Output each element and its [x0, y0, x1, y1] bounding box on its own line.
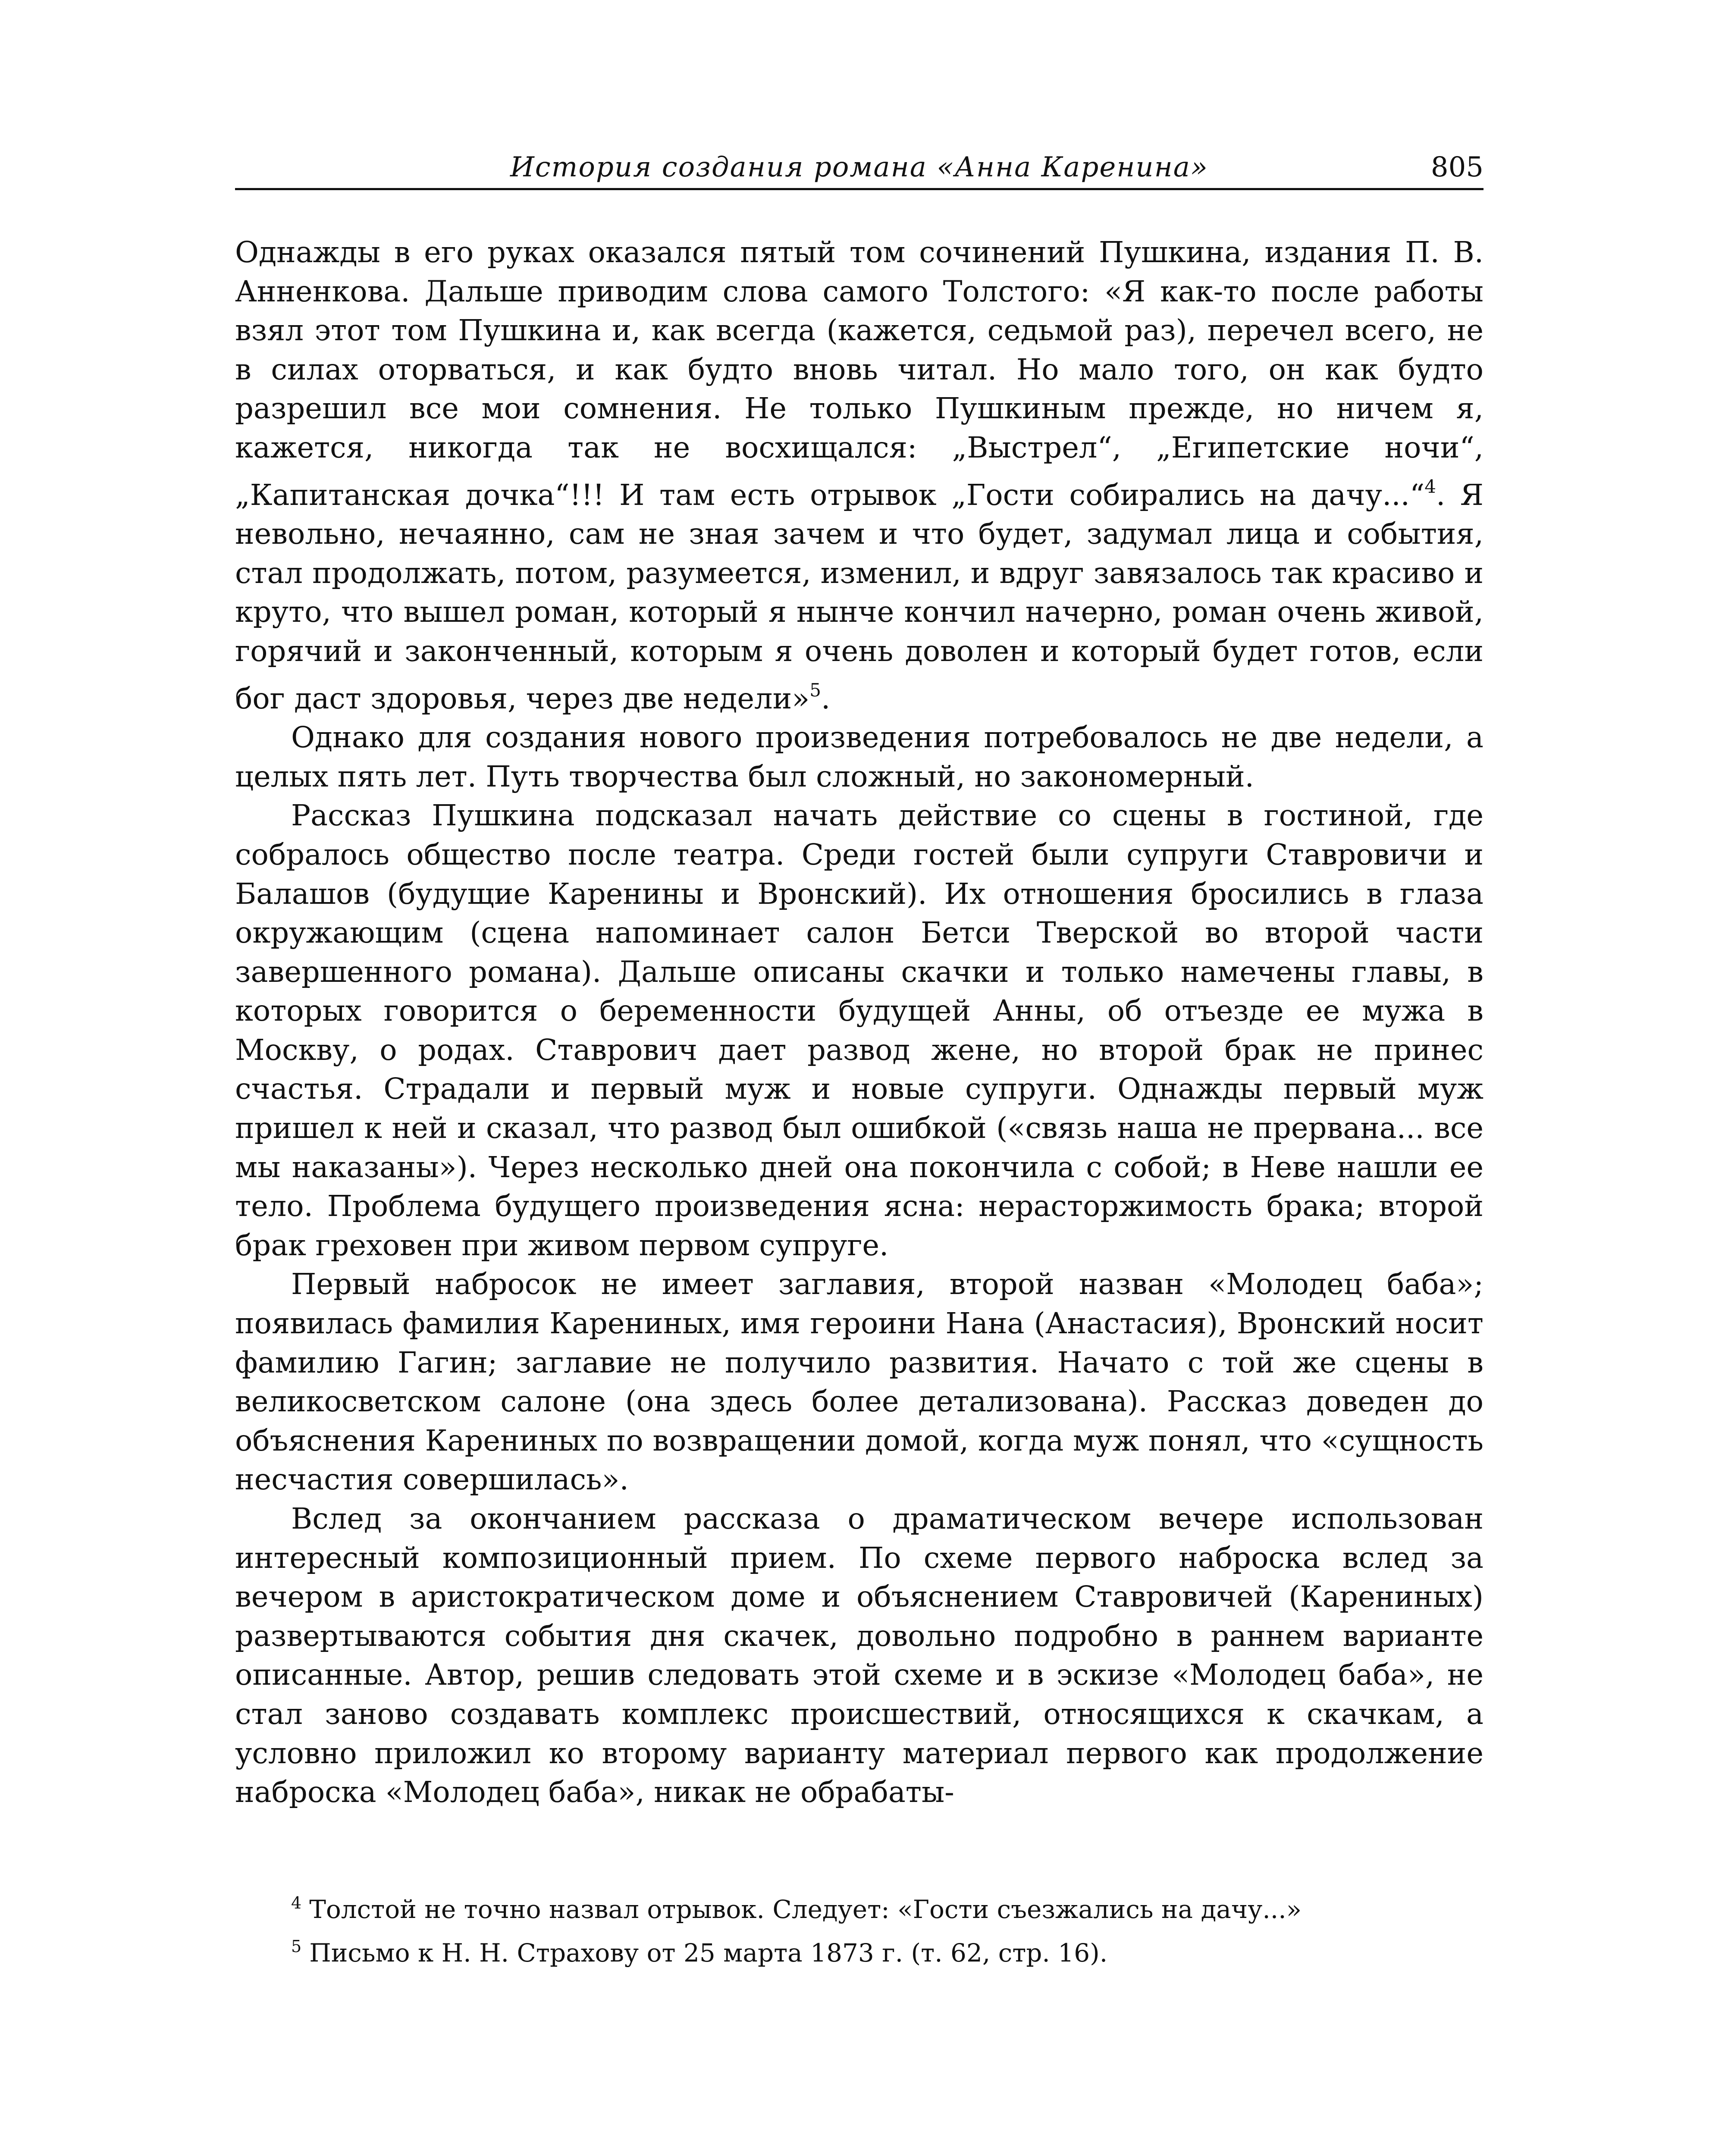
paragraph-2: Однако для создания нового произведения потребовалось не две недели, а целых пять лет. Путь творчества был сложный, но закономерный. [235, 721, 1484, 793]
footnote-4 [235, 1884, 1484, 1928]
footnote-ref-4: 4 [1424, 476, 1436, 497]
main-text [235, 233, 1484, 1812]
footnote-mark: 4 [291, 1893, 302, 1912]
footnote-text: Письмо к Н. Н. Страхову от 25 марта 1873 г. (т. 62, стр. 16). [309, 1938, 1108, 1968]
footnote-mark: 5 [291, 1937, 302, 1956]
paragraph-5: Вслед за окончанием рассказа о драматическом вечере использован интересный композиционный прием. По схеме первого наброска вслед за вечером в аристократическом доме и объяснением Ставровичей (Карениных) развертываются события дня скачек, довольно подробно в раннем варианте описанные. Автор, решив следовать этой схеме и в эскизе «Молодец баба», не стал заново создавать комплекс происшествий, относящихся к скачкам, а условно приложил ко второму варианту материал первого как продолжение наброска «Молодец баба», никак не обрабаты- [235, 1502, 1484, 1809]
paragraph-1-end: . [821, 681, 831, 715]
footnote-5 [235, 1928, 1484, 1971]
paragraph-1 [235, 233, 1484, 718]
paragraph-3: Рассказ Пушкина подсказал начать действие со сцены в гостиной, где собралось общество после театра. Среди гостей были супруги Ставровичи и Балашов (будущие Каренины и Вронский). Их отношения бросились в глаза окружающим (сцена напоминает салон Бетси Тверской во второй части завершенного романа). Дальше описаны скачки и только намечены главы, в которых говорится о беременности будущей Анны, об отъезде ее мужа в Москву, о родах. Ставрович дает развод жене, но второй брак не принес счастья. Страдали и первый муж и новые супруги. Однажды первый муж пришел к ней и сказал, что развод был ошибкой («связь наша не прервана... все мы наказаны»). Через несколько дней она покончила с собой; в Неве нашли ее тело. Проблема будущего произведения ясна: нерасторжимость брака; второй брак греховен при живом первом супруге. [235, 799, 1484, 1262]
footnote-ref-5: 5 [809, 679, 821, 701]
running-title: История создания романа «Анна Каренина» [510, 151, 1209, 183]
footnote-text: Толстой не точно назвал отрывок. Следует: «Гости съезжались на дачу...» [309, 1895, 1302, 1924]
paragraph-4: Первый набросок не имеет заглавия, второй назван «Молодец баба»; появилась фамилия Карениных, имя героини Нана (Анастасия), Вронский носит фамилию Гагин; заглавие не получило развития. Начато с той же сцены в великосветском салоне (она здесь более детализована). Рассказ доведен до объяснения Карениных по возвращении домой, когда муж понял, что «сущность несчастия совершилась». [235, 1267, 1484, 1497]
footnotes [235, 1884, 1484, 1971]
paragraph-1-part-b: . Я невольно, нечаянно, сам не зная зачем и что будет, задумал лица и события, стал продолжать, потом, разумеется, изменил, и вдруг завязалось так красиво и круто, что вышел роман, который я нынче кончил начерно, роман очень живой, горячий и законченный, которым я очень доволен и который будет готов, если бог даст здоровья, через две недели» [235, 478, 1484, 715]
page-number: 805 [1430, 151, 1484, 183]
header-rule [235, 188, 1484, 190]
running-head [235, 146, 1484, 189]
paragraph-1-part-a: Однажды в его руках оказался пятый том сочинений Пушкина, издания П. В. Анненкова. Дальше приводим слова самого Толстого: «Я как-то после работы взял этот том Пушкина и, как всегда (кажется, седьмой раз), перечел всего, не в силах оторваться, и как будто вновь читал. Но мало того, он как будто разрешил все мои сомнения. Не только Пушкиным прежде, но ничем я, кажется, никогда так не восхищался: „Выстрел“, „Египетские ночи“, „Капитанская дочка“!!! И там есть отрывок „Гости собирались на дачу...“ [235, 235, 1484, 512]
